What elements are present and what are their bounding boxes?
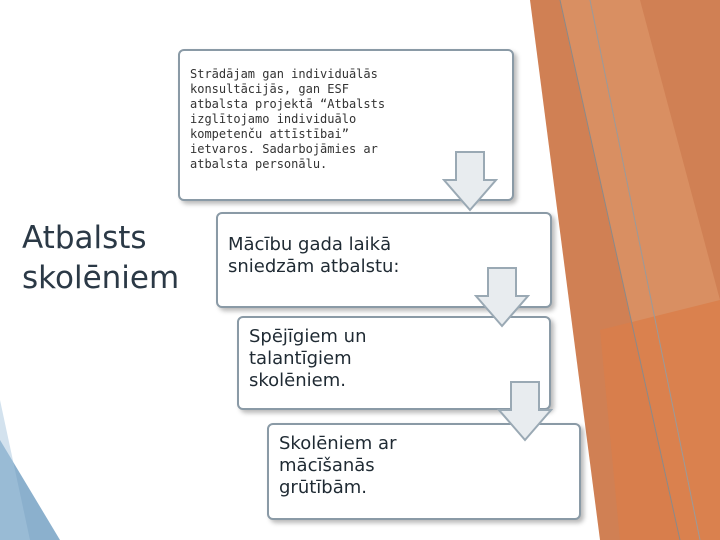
- orange-band-bottom: [600, 300, 720, 540]
- step-box-1-text: Strādājam gan individuālās konsultācijās, gan ESF atbalsta projektā “Atbalsts izglītojamo individuālo kompetenču attīstībai” ietvaros. Sadarbojāmies ar atbalsta personālu.: [190, 67, 386, 171]
- down-arrow-icon: [474, 266, 530, 328]
- blue-band-left-light: [0, 400, 30, 540]
- down-arrow-icon: [497, 380, 553, 442]
- page-title: Atbalsts skolēniem: [22, 220, 180, 296]
- step-box-4-text: Skolēniem ar mācīšanās grūtībām.: [279, 433, 397, 498]
- step-box-2-text: Mācību gada laikā sniedzām atbalstu:: [228, 234, 400, 277]
- down-arrow-icon: [442, 150, 498, 212]
- step-box-3-text: Spējīgiem un talantīgiem skolēniem.: [249, 326, 367, 391]
